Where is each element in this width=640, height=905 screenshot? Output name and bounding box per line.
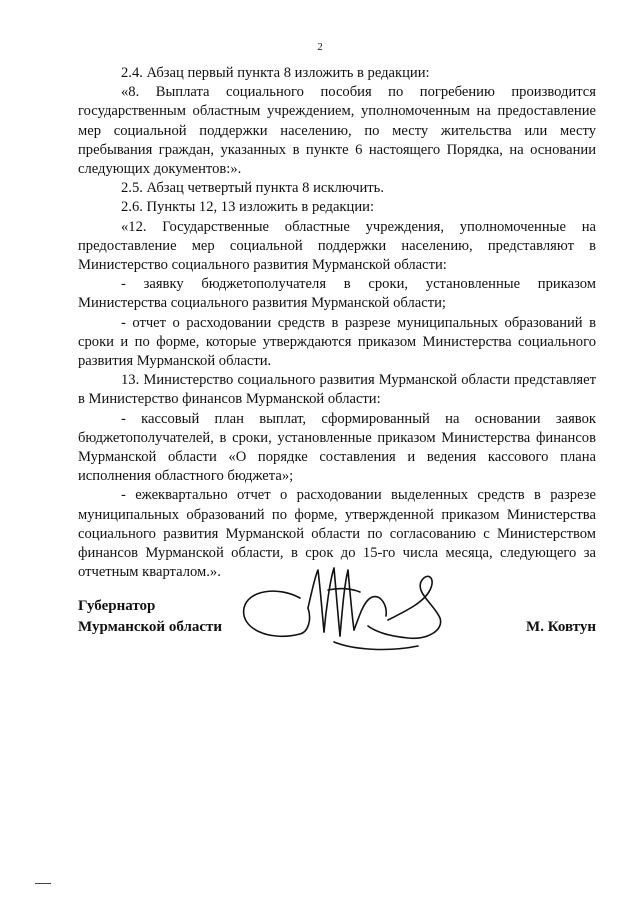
- handwritten-signature: [238, 560, 458, 660]
- footer-mark: [35, 883, 51, 884]
- paragraph-2-6: 2.6. Пункты 12, 13 изложить в редакции:: [121, 199, 375, 216]
- signatory-title-line1: Губернатор: [78, 598, 156, 614]
- list-item-quarterly-report: - ежеквартально отчет о расходовании выделенных средств в разрезе муниципальных образований по форме, утвержденной приказом Министерства социального развития Мурманской области по согласованию с Министерством финансов Мурманской области, в срок до 15-го числа месяца, следующего за отчетным кварталом.».: [78, 487, 596, 581]
- paragraph-2-4: 2.4. Абзац первый пункта 8 изложить в редакции:: [121, 65, 430, 81]
- list-item-cash-plan: - кассовый план выплат, сформированный на основании заявок бюджетополучателей, в сроки, установленные приказом Министерства финансов Мурманской области «О порядке составления и ведения кассового плана исполнения областного бюджета»;: [78, 410, 596, 485]
- document-body: [78, 64, 596, 582]
- signatory-name: М. Ковтун: [526, 619, 596, 635]
- paragraph-point-8: «8. Выплата социального пособия по погребению производится государственным областным учреждением, уполномоченным на предоставление мер социальной поддержки населению, по месту жительства или месту пребывания граждан, указанных в пункте 6 настоящего Порядка, на основании следующих документов:».: [78, 84, 596, 178]
- paragraph-point-13: 13. Министерство социального развития Мурманской области представляет в Министерство финансов Мурманской области:: [78, 372, 596, 408]
- signatory-title-line2: Мурманской области: [78, 619, 223, 635]
- page-number: 2: [317, 41, 323, 53]
- list-item-request: - заявку бюджетополучателя в сроки, установленные приказом Министерства социального развития Мурманской области;: [78, 276, 596, 312]
- paragraph-2-5: 2.5. Абзац четвертый пункта 8 исключить.: [121, 180, 384, 197]
- paragraph-point-12: «12. Государственные областные учреждения, уполномоченные на предоставление мер социальной поддержки населению, представляют в Министерство социального развития Мурманской области:: [78, 218, 596, 274]
- signatory-title: [78, 596, 222, 638]
- list-item-report: - отчет о расходовании средств в разрезе муниципальных образований в сроки и по форме, которые утверждаются приказом Министерства социального развития Мурманской области.: [78, 314, 596, 370]
